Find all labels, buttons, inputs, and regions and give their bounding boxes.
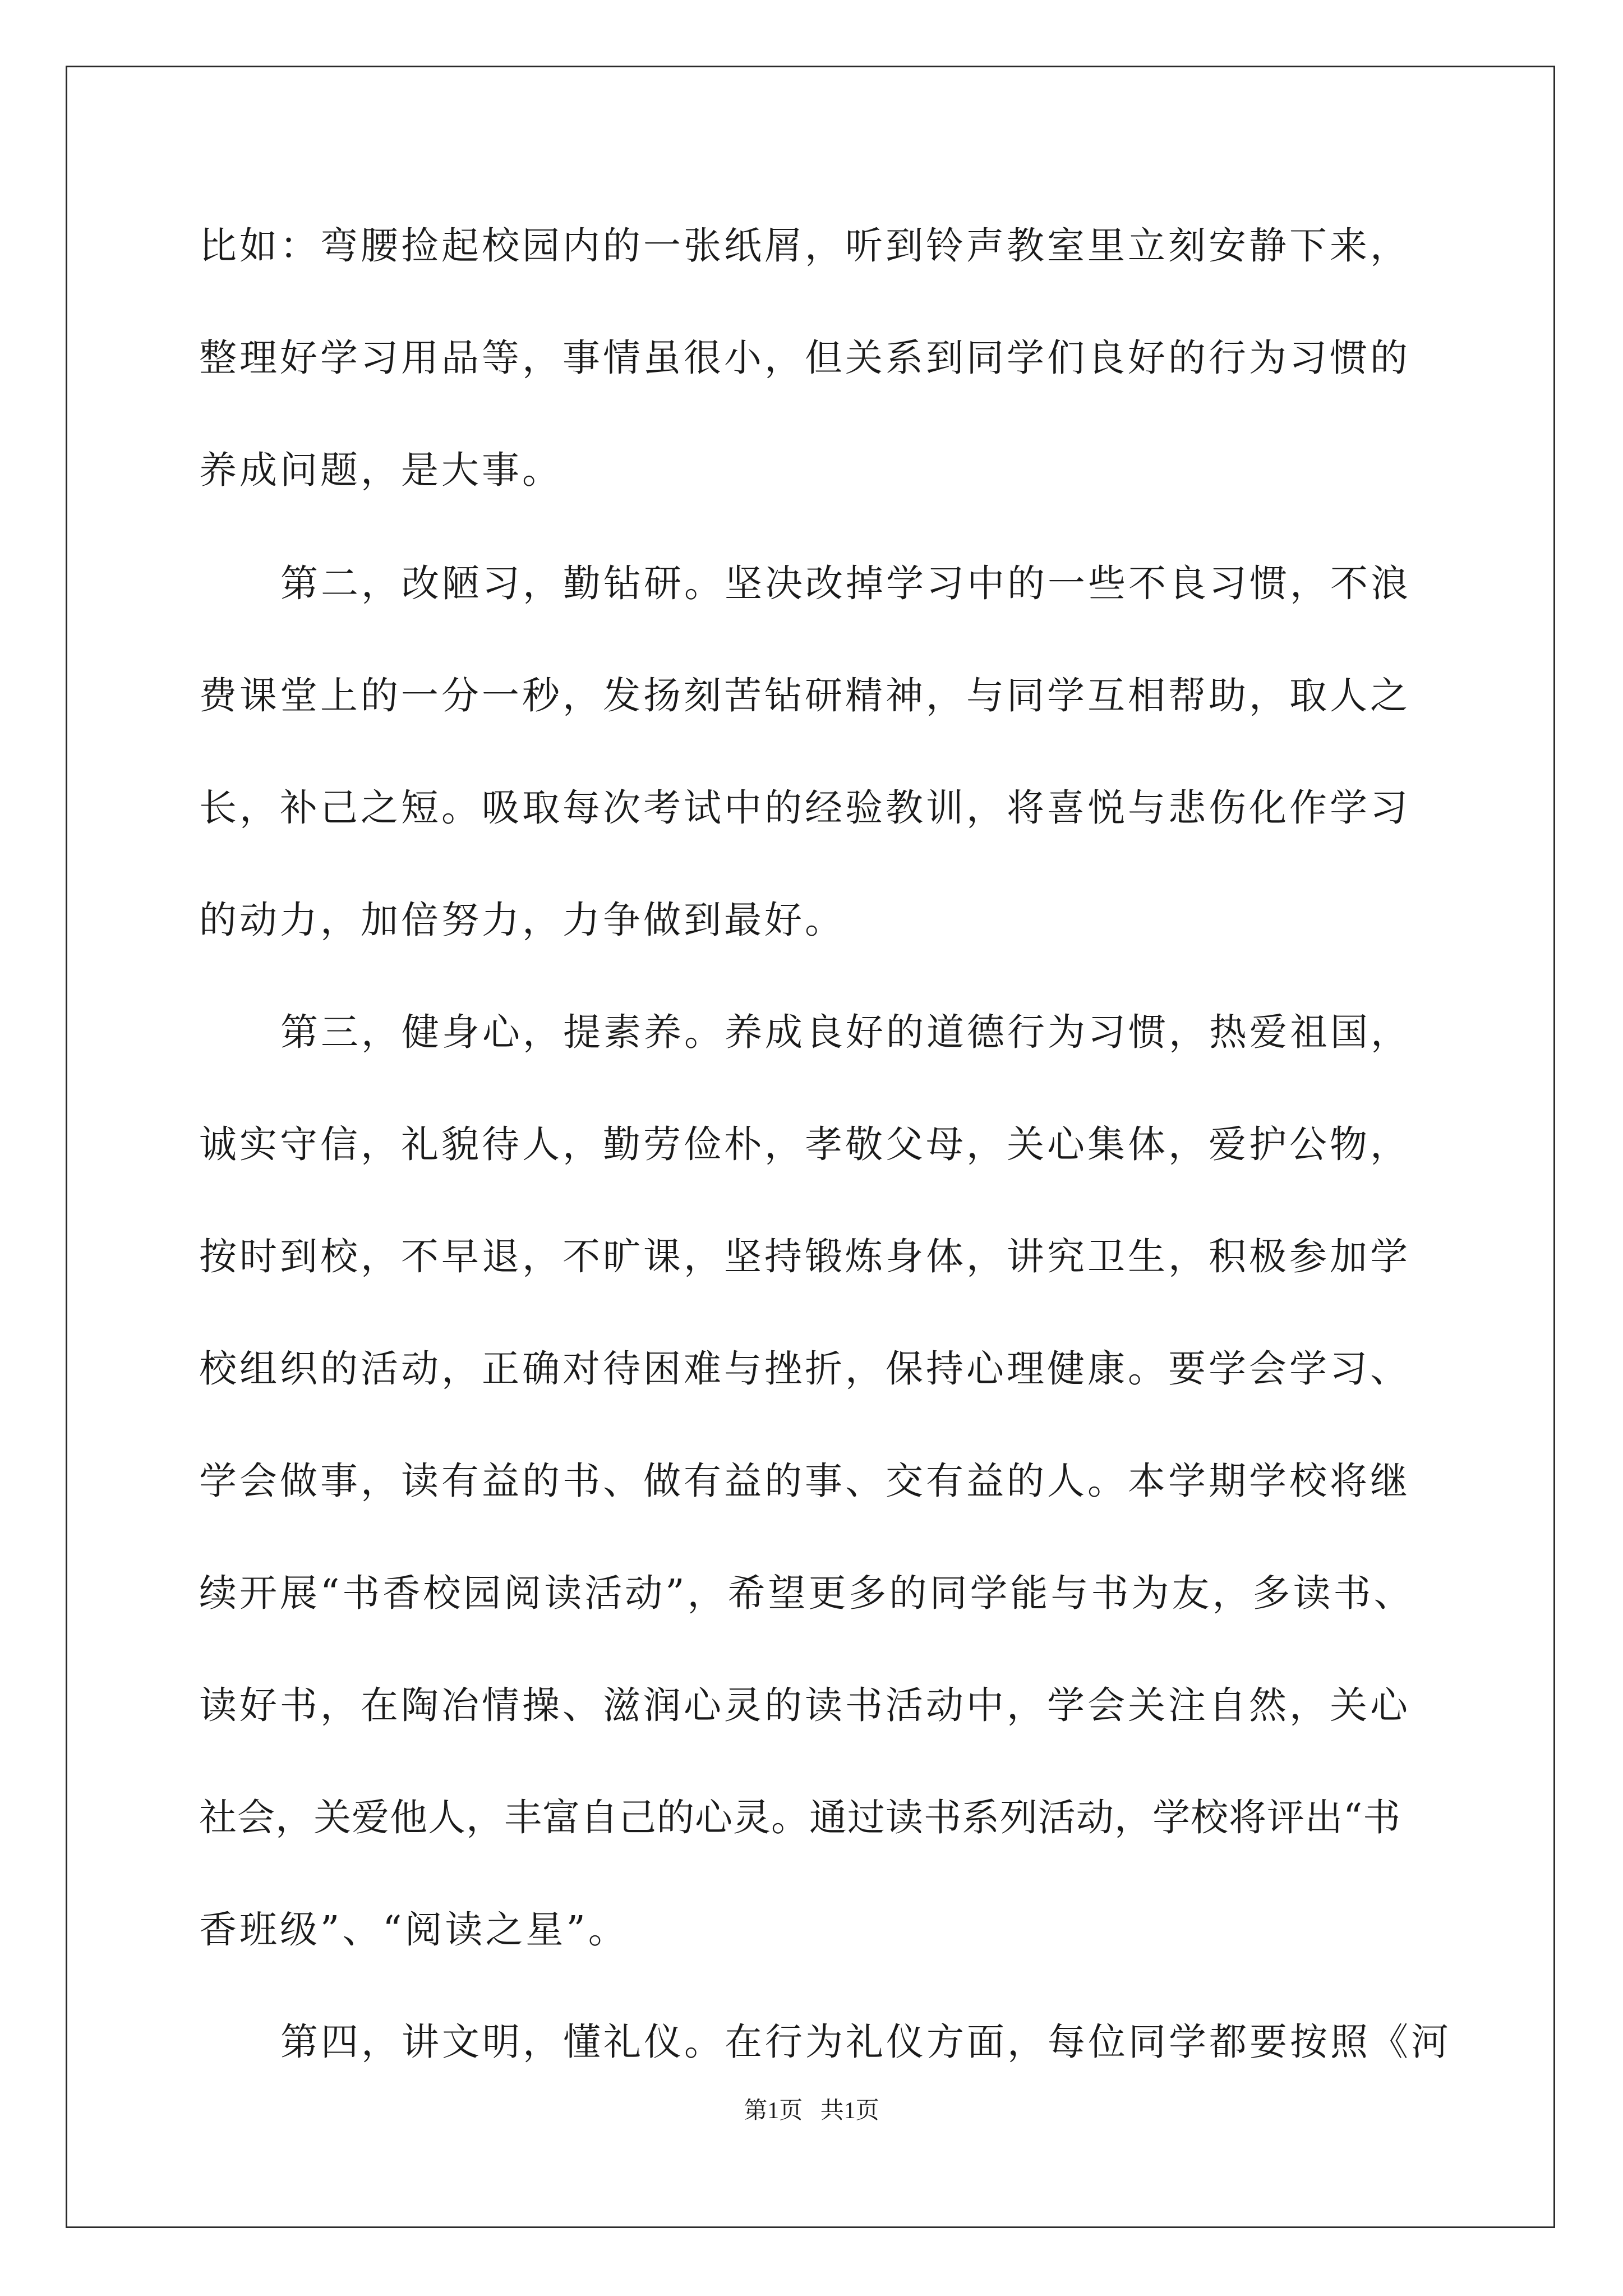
text-line-15: 社会，关爱他人，丰富自己的心灵。通过读书系列活动，学校将评出“书 <box>199 1796 1401 1839</box>
text-line-6: 长，补己之短。吸取每次考试中的经验教训，将喜悦与悲伤化作学习 <box>199 786 1410 830</box>
text-line-13: 续开展“书香校园阅读活动”，希望更多的同学能与书为友，多读书、 <box>199 1571 1414 1615</box>
text-line-3: 养成问题，是大事。 <box>199 448 562 492</box>
text-line-10: 按时到校，不早退，不旷课，坚持锻炼身体，讲究卫生，积极参加学 <box>199 1235 1410 1278</box>
text-line-4: 第二，改陋习，勤钻研。坚决改掉学习中的一些不良习惯，不浪 <box>280 562 1411 605</box>
text-line-1: 比如：弯腰捡起校园内的一张纸屑，听到铃声教室里立刻安静下来， <box>199 224 1410 268</box>
text-line-8: 第三，健身心，提素养。养成良好的道德行为习惯，热爱祖国， <box>280 1010 1411 1054</box>
text-line-12: 学会做事，读有益的书、做有益的事、交有益的人。本学期学校将继 <box>199 1459 1410 1503</box>
text-line-14: 读好书，在陶冶情操、滋润心灵的读书活动中，学会关注自然，关心 <box>199 1683 1410 1727</box>
text-line-2: 整理好学习用品等，事情虽很小，但关系到同学们良好的行为习惯的 <box>199 336 1410 380</box>
text-line-17: 第四，讲文明，懂礼仪。在行为礼仪方面，每位同学都要按照《河 <box>280 2020 1451 2064</box>
text-line-16: 香班级”、“阅读之星”。 <box>199 1908 629 1952</box>
page-number-footer: 第1页 共1页 <box>744 2098 879 2124</box>
text-line-7: 的动力，加倍努力，力争做到最好。 <box>199 898 845 942</box>
text-line-5: 费课堂上的一分一秒，发扬刻苦钻研精神，与同学互相帮助，取人之 <box>199 674 1410 717</box>
text-line-9: 诚实守信，礼貌待人，勤劳俭朴，孝敬父母，关心集体，爱护公物， <box>199 1122 1410 1166</box>
text-line-11: 校组织的活动，正确对待困难与挫折，保持心理健康。要学会学习、 <box>199 1347 1410 1391</box>
